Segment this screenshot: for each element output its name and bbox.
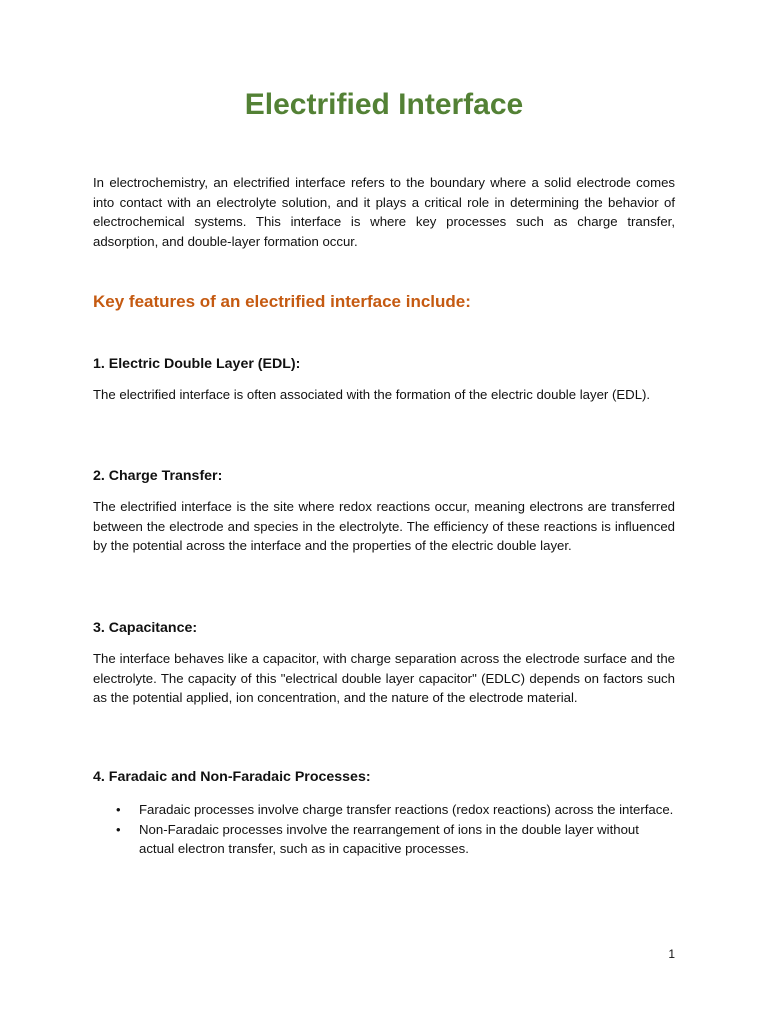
key-features-heading-container [93,292,675,312]
section-paragraph: The interface behaves like a capacitor, with charge separation across the electrode surface and the electrolyte. The capacity of this "electrical double layer capacitor" (EDLC) depends on factors such as the potential applied, ion concentration, and the nature of the electrode material. [93,651,675,705]
section-charge-transfer-body [93,497,675,556]
intro-paragraph-container [93,173,675,251]
section-capacitance-body [93,649,675,708]
section-heading: 4. Faradaic and Non-Faradaic Processes: [93,769,371,785]
section-edl-body [93,385,675,405]
page-title: Electrified Interface [244,88,524,121]
bullet-icon: • [116,802,121,817]
list-item-text: Non-Faradaic processes involve the rearrangement of ions in the double layer without actual electron transfer, such as in capacitive processes. [139,821,639,856]
section-heading: 3. Capacitance: [93,620,198,636]
intro-paragraph: In electrochemistry, an electrified interface refers to the boundary where a solid electrode comes into contact with an electrolyte solution, and it plays a critical role in determining the behavior of electrochemical systems. This interface is where key processes such as charge transfer, adsorption, and double-layer formation occur. [93,175,675,249]
section-capacitance [93,620,675,636]
section-paragraph: The electrified interface is the site where redox reactions occur, meaning electrons are transferred between the electrode and species in the electrolyte. The efficiency of these reactions is influenced by the potential across the interface and the properties of the electric double layer. [93,499,675,553]
list-item-text: Faradaic processes involve charge transfer reactions (redox reactions) across the interface. [139,802,674,817]
section-heading: 1. Electric Double Layer (EDL): [93,356,301,372]
page-number: 1 [668,947,675,961]
section-faradaic-list [93,800,675,859]
list-item [93,820,675,859]
section-paragraph: The electrified interface is often associated with the formation of the electric double layer (EDL). [93,387,651,402]
section-faradaic [93,769,675,785]
list-item [93,800,675,820]
section-charge-transfer [93,468,675,484]
section-heading: 2. Charge Transfer: [93,468,223,484]
section-edl [93,356,675,372]
bullet-list [93,800,675,859]
bullet-icon: • [116,821,121,837]
key-features-heading: Key features of an electrified interface include: [93,292,471,311]
